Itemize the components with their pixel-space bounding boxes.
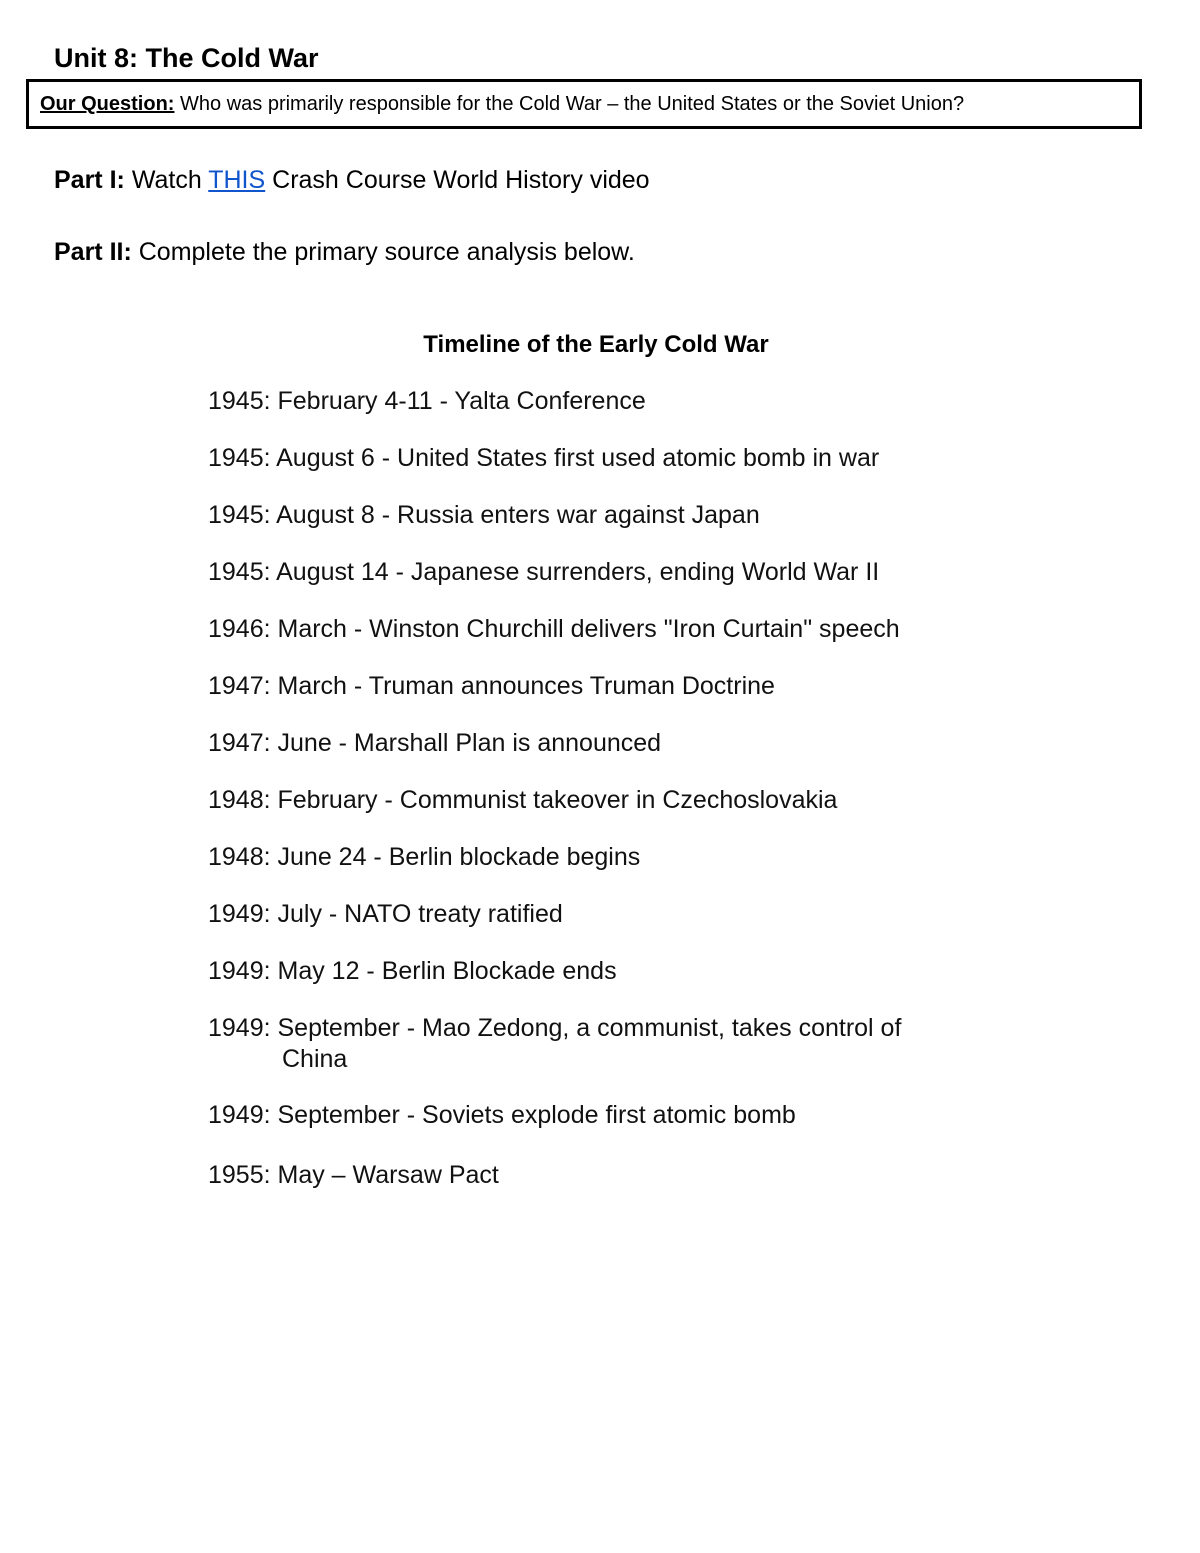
timeline-event-text: 1949: September - Mao Zedong, a communist, takes control of China: [208, 1014, 902, 1073]
part-two-label: Part II:: [54, 238, 132, 266]
part-two-text: Complete the primary source analysis below.: [138, 238, 635, 266]
timeline-event: [208, 785, 968, 816]
timeline-event: [208, 386, 968, 417]
part-one-after-link: Crash Course World History video: [272, 166, 650, 194]
question-body: Who was primarily responsible for the Cold War – the United States or the Soviet Union?: [180, 93, 965, 115]
timeline-event: [208, 500, 968, 531]
question-box: [26, 79, 1142, 129]
timeline-event: [208, 956, 968, 987]
part-one: [54, 163, 650, 197]
timeline-event: [208, 1100, 968, 1131]
timeline-event: [208, 671, 968, 702]
part-one-before-link: Watch: [131, 166, 202, 194]
question-label: Our Question:: [40, 93, 175, 115]
part-two: [54, 235, 635, 269]
part-one-label: Part I:: [54, 166, 125, 194]
timeline-event-text: 1949: September - Soviets explode first atomic bomb: [208, 1101, 796, 1129]
timeline-event-text: 1947: March - Truman announces Truman Doctrine: [208, 672, 775, 700]
timeline-event: [208, 443, 968, 474]
video-link[interactable]: THIS: [208, 166, 266, 194]
timeline-event-text: 1948: June 24 - Berlin blockade begins: [208, 843, 641, 871]
timeline-event: [208, 842, 968, 873]
timeline-event-text: 1947: June - Marshall Plan is announced: [208, 729, 662, 757]
timeline-title: Timeline of the Early Cold War: [423, 331, 769, 358]
timeline-event: [208, 557, 968, 588]
timeline-event-text: 1945: February 4-11 - Yalta Conference: [208, 387, 646, 415]
timeline-event: [208, 728, 968, 759]
timeline-event-text: 1949: July - NATO treaty ratified: [208, 900, 563, 928]
timeline-event: [208, 1160, 968, 1191]
timeline-event-text: 1955: May – Warsaw Pact: [208, 1161, 499, 1189]
timeline-event-text: 1948: February - Communist takeover in Czechoslovakia: [208, 786, 838, 814]
timeline-event: [208, 899, 968, 930]
timeline-event-text: 1945: August 6 - United States first used atomic bomb in war: [208, 444, 880, 472]
timeline-event-text: 1949: May 12 - Berlin Blockade ends: [208, 957, 617, 985]
unit-title: Unit 8: The Cold War: [54, 43, 319, 73]
timeline-event-text: 1945: August 8 - Russia enters war against Japan: [208, 501, 760, 529]
question-text: [40, 91, 964, 117]
timeline-event-text: 1946: March - Winston Churchill delivers "Iron Curtain" speech: [208, 615, 900, 643]
timeline-event: [208, 1013, 968, 1075]
timeline-event: [208, 614, 968, 645]
timeline-event-text: 1945: August 14 - Japanese surrenders, ending World War II: [208, 558, 880, 586]
